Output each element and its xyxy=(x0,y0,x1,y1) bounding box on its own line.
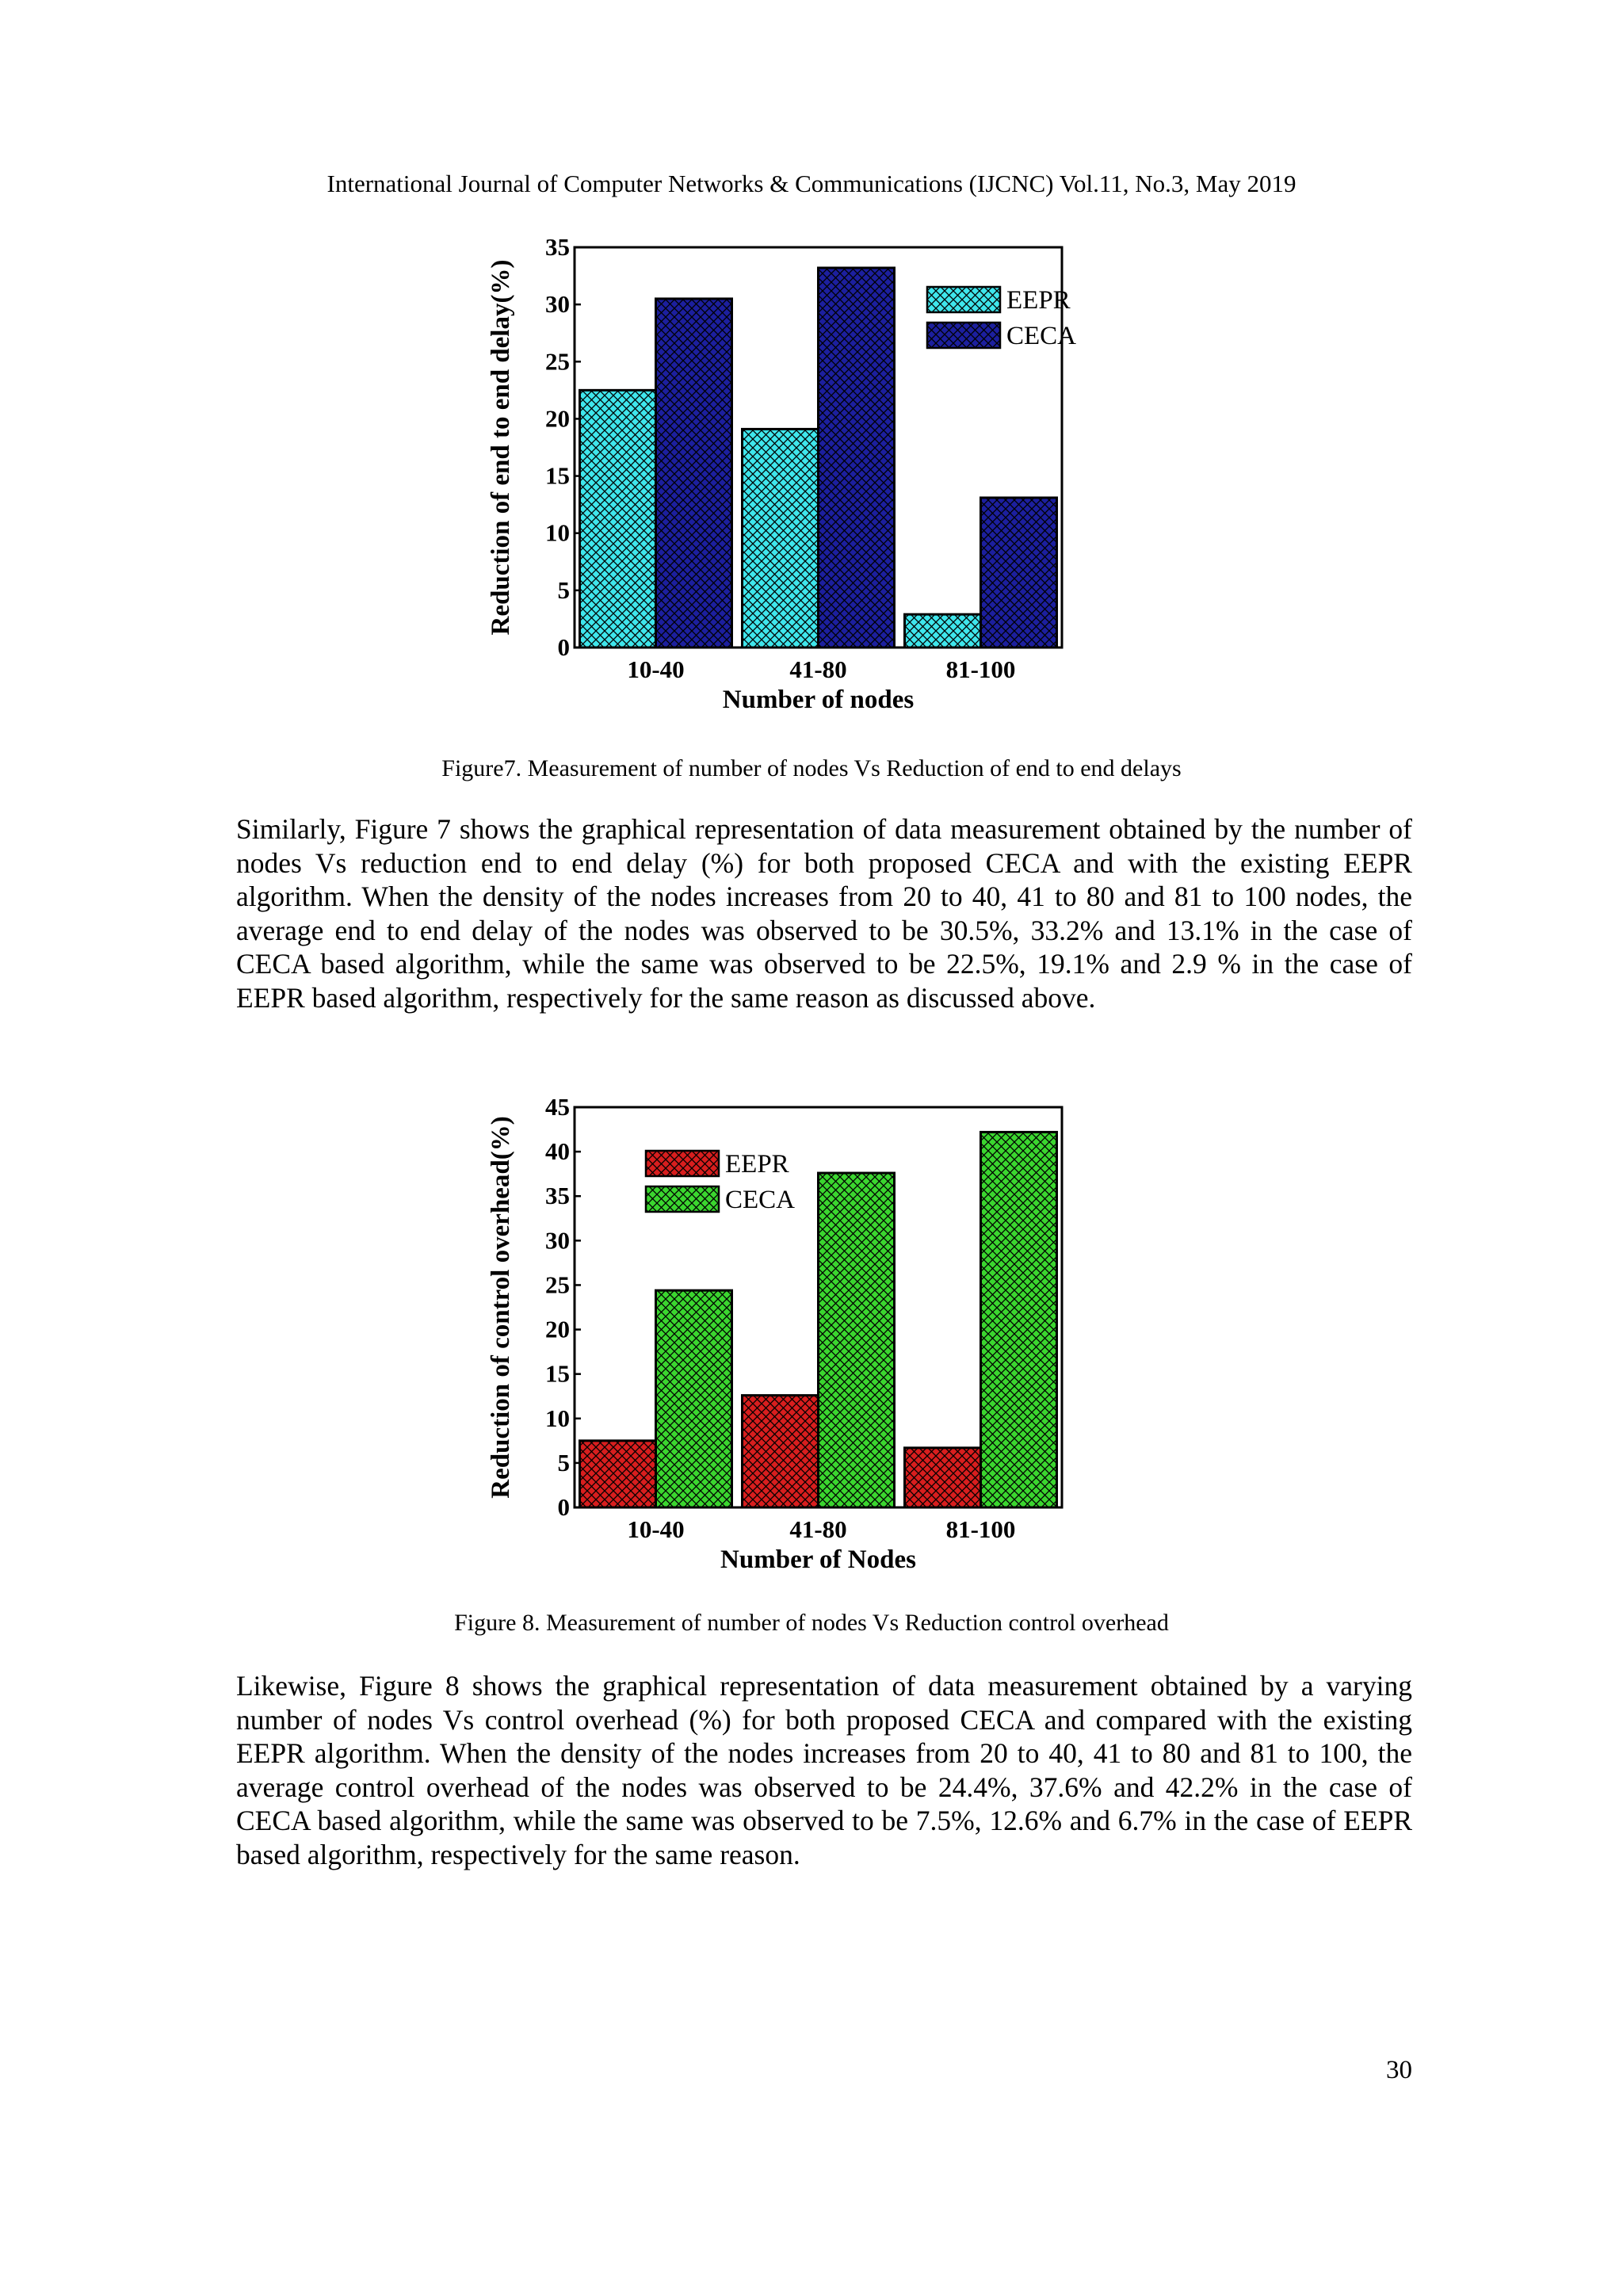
fig8-ytick-label: 40 xyxy=(545,1137,570,1166)
fig7-ytick-label: 5 xyxy=(557,575,570,604)
fig8-ytick-label: 5 xyxy=(557,1448,570,1477)
fig7-ytick-label: 35 xyxy=(545,233,570,261)
fig8-ytick-label: 15 xyxy=(545,1359,570,1388)
fig7-legend-label-eepr: EEPR xyxy=(1006,286,1071,315)
page-number: 30 xyxy=(1386,2056,1412,2084)
fig7-ytick-label: 30 xyxy=(545,290,570,319)
fig7-xtick-label: 10-40 xyxy=(627,655,685,683)
fig7-bar-hatch xyxy=(981,498,1057,648)
fig8-bar-hatch xyxy=(580,1441,656,1507)
fig8-ytick-label: 20 xyxy=(545,1315,570,1343)
fig7-ytick-label: 10 xyxy=(545,518,570,547)
fig8-bar-hatch xyxy=(905,1448,981,1507)
figure-7-chart xyxy=(487,230,1165,721)
fig7-bar-hatch xyxy=(656,299,732,648)
fig8-legend-swatch-hatch xyxy=(646,1186,719,1212)
fig7-legend-swatch-hatch xyxy=(927,323,1000,348)
fig7-legend-label-ceca: CECA xyxy=(1006,322,1077,350)
fig8-ytick-label: 10 xyxy=(545,1404,570,1432)
fig7-x-axis-label: Number of nodes xyxy=(722,686,915,714)
fig8-xtick-label: 81-100 xyxy=(945,1515,1016,1543)
fig7-bar-hatch xyxy=(580,390,656,648)
fig8-legend-swatch-hatch xyxy=(646,1151,719,1176)
running-header: International Journal of Computer Networks & Communications (IJCNC) Vol.11, No.3, May 2019 xyxy=(327,170,1296,197)
fig8-bar-hatch xyxy=(981,1132,1057,1507)
fig8-bar-hatch xyxy=(656,1290,732,1507)
fig8-ytick-label: 30 xyxy=(545,1226,570,1255)
fig7-bar-hatch xyxy=(905,614,981,648)
figure-8-chart xyxy=(487,1090,1165,1581)
fig8-bar-hatch xyxy=(819,1173,895,1507)
fig7-xtick-label: 81-100 xyxy=(945,655,1016,683)
fig8-xtick-label: 41-80 xyxy=(789,1515,847,1543)
fig8-y-axis-label: Reduction of control overhead(%) xyxy=(487,1116,515,1499)
paragraph-figure-7-discussion: Similarly, Figure 7 shows the graphical representation of data measurement obtained by the number of nodes Vs reduction end to end delay (%) for both proposed CECA and with the existing EEPR algorithm. When the density of the nodes increases from 20 to 40, 41 to 80 and 81 to 100 nodes, the average end to end delay of the nodes was observed to be 30.5%, 33.2% and 13.1% in the case of CECA based algorithm, while the same was observed to be 22.5%, 19.1% and 2.9 % in the case of EEPR based algorithm, respectively for the same reason as discussed above. xyxy=(236,813,1412,1014)
fig8-legend-label-ceca: CECA xyxy=(725,1186,796,1214)
figure-8-caption: Figure 8. Measurement of number of nodes Vs Reduction control overhead xyxy=(454,1610,1169,1636)
fig8-xtick-label: 10-40 xyxy=(627,1515,685,1543)
fig8-ytick-label: 0 xyxy=(557,1493,570,1521)
fig8-bar-hatch xyxy=(743,1396,819,1507)
fig8-ytick-label: 25 xyxy=(545,1270,570,1299)
fig8-legend-label-eepr: EEPR xyxy=(725,1150,789,1179)
fig8-ytick-label: 35 xyxy=(545,1182,570,1210)
figure-7-caption: Figure7. Measurement of number of nodes Vs Reduction of end to end delays xyxy=(441,755,1182,781)
fig7-ytick-label: 25 xyxy=(545,347,570,376)
fig7-bar-hatch xyxy=(819,268,895,648)
fig7-bar-hatch xyxy=(743,429,819,648)
paragraph-figure-8-discussion: Likewise, Figure 8 shows the graphical representation of data measurement obtained by a varying number of nodes Vs control overhead (%) for both proposed CECA and compared with the existing EEPR algorithm. When the density of the nodes increases from 20 to 40, 41 to 80 and 81 to 100, the average control overhead of the nodes was observed to be 24.4%, 37.6% and 42.2% in the case of CECA based algorithm, while the same was observed to be 7.5%, 12.6% and 6.7% in the case of EEPR based algorithm, respectively for the same reason. xyxy=(236,1670,1412,1870)
fig7-legend-swatch-hatch xyxy=(927,287,1000,312)
fig7-ytick-label: 15 xyxy=(545,461,570,490)
fig7-ytick-label: 0 xyxy=(557,633,570,661)
fig7-ytick-label: 20 xyxy=(545,404,570,433)
fig7-y-axis-label: Reduction of end to end delay(%) xyxy=(487,259,515,636)
fig8-ytick-label: 45 xyxy=(545,1093,570,1121)
fig8-x-axis-label: Number of Nodes xyxy=(720,1545,916,1574)
fig7-xtick-label: 41-80 xyxy=(789,655,847,683)
